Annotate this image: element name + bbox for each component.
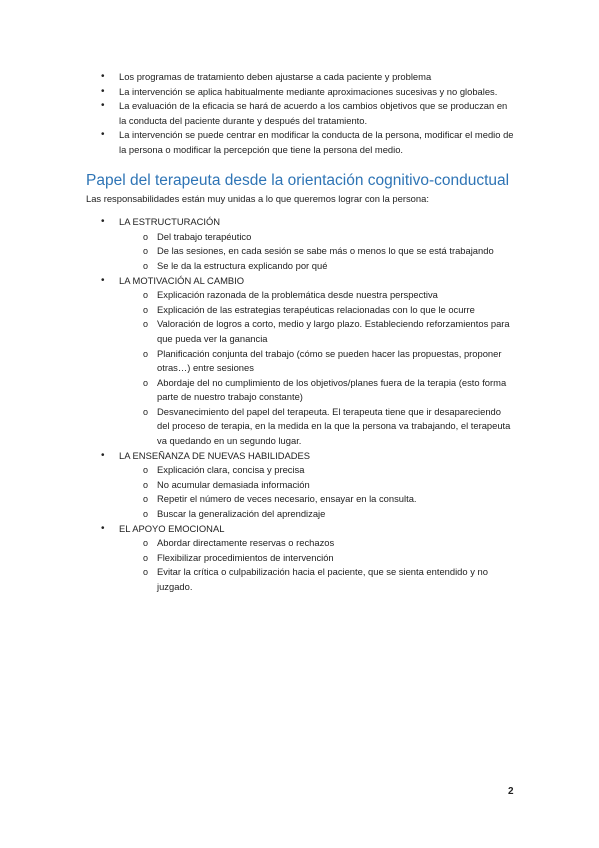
- list-item: • La intervención se puede centrar en modificar la conducta de la persona, modificar el medio de la persona o modificar la percepción que tiene la persona del medio.: [86, 128, 516, 157]
- section-heading: Papel del terapeuta desde la orientación cognitivo-conductual: [86, 171, 510, 189]
- section-title: LA ESTRUCTURACIÓN: [119, 216, 221, 228]
- list-item: o No acumular demasiada información: [119, 478, 516, 493]
- list-item: o Repetir el número de veces necesario, ensayar en la consulta.: [119, 492, 516, 507]
- list-item: o Evitar la crítica o culpabilización hacia el paciente, que se sienta entendido y no juzgado.: [119, 565, 516, 594]
- sub-list: [119, 463, 516, 521]
- section-title: EL APOYO EMOCIONAL: [119, 522, 225, 534]
- list-item: • La evaluación de la eficacia se hará de acuerdo a los cambios objetivos que se produczan en la conducta del paciente durante y después del tratamiento.: [86, 99, 516, 128]
- list-item: o Abordaje del no cumplimiento de los objetivos/planes fuera de la terapia (esto forma parte de nuestro trabajo constante): [119, 376, 516, 405]
- top-bullet-list: [86, 70, 516, 158]
- section-ensenanza: [86, 449, 516, 522]
- sub-list: [119, 230, 516, 274]
- section-estructuracion: [86, 215, 516, 273]
- list-item: o De las sesiones, en cada sesión se sabe más o menos lo que se está trabajando: [119, 244, 516, 259]
- list-item: o Valoración de logros a corto, medio y largo plazo. Estableciendo reforzamientos para que pueda ver la ganancia: [119, 317, 516, 346]
- sub-list: [119, 288, 516, 449]
- list-item: o Planificación conjunta del trabajo (cómo se pueden hacer las propuestas, proponer otras…) entre sesiones: [119, 347, 516, 376]
- list-item: o Buscar la generalización del aprendizaje: [119, 507, 516, 522]
- list-item: • La intervención se aplica habitualmente mediante aproximaciones sucesivas y no globales.: [86, 85, 516, 100]
- list-item: o Se le da la estructura explicando por qué: [119, 259, 516, 274]
- section-apoyo-emocional: [86, 522, 516, 595]
- responsibilities-list: [86, 215, 516, 594]
- list-item: o Abordar directamente reservas o rechazos: [119, 536, 516, 551]
- list-item: o Desvanecimiento del papel del terapeuta. El terapeuta tiene que ir desapareciendo del proceso de terapia, en la medida en la que la persona va trabajando, el terapeuta va quedando en un segundo lugar.: [119, 405, 516, 449]
- list-item: o Del trabajo terapéutico: [119, 230, 516, 245]
- sub-list: [119, 536, 516, 594]
- page-number: 2: [508, 786, 514, 797]
- page-content: [86, 70, 516, 595]
- section-title: LA MOTIVACIÓN AL CAMBIO: [119, 274, 245, 286]
- list-item: o Flexibilizar procedimientos de intervención: [119, 551, 516, 566]
- section-title: LA ENSEÑANZA DE NUEVAS HABILIDADES: [119, 449, 311, 461]
- list-item: o Explicación de las estrategias terapéuticas relacionadas con lo que le ocurre: [119, 303, 516, 318]
- intro-text: Las responsabilidades están muy unidas a lo que queremos lograr con la persona:: [86, 192, 429, 204]
- list-item: o Explicación razonada de la problemática desde nuestra perspectiva: [119, 288, 516, 303]
- list-item: o Explicación clara, concisa y precisa: [119, 463, 516, 478]
- list-item: • Los programas de tratamiento deben ajustarse a cada paciente y problema: [86, 70, 516, 85]
- section-motivacion: [86, 274, 516, 449]
